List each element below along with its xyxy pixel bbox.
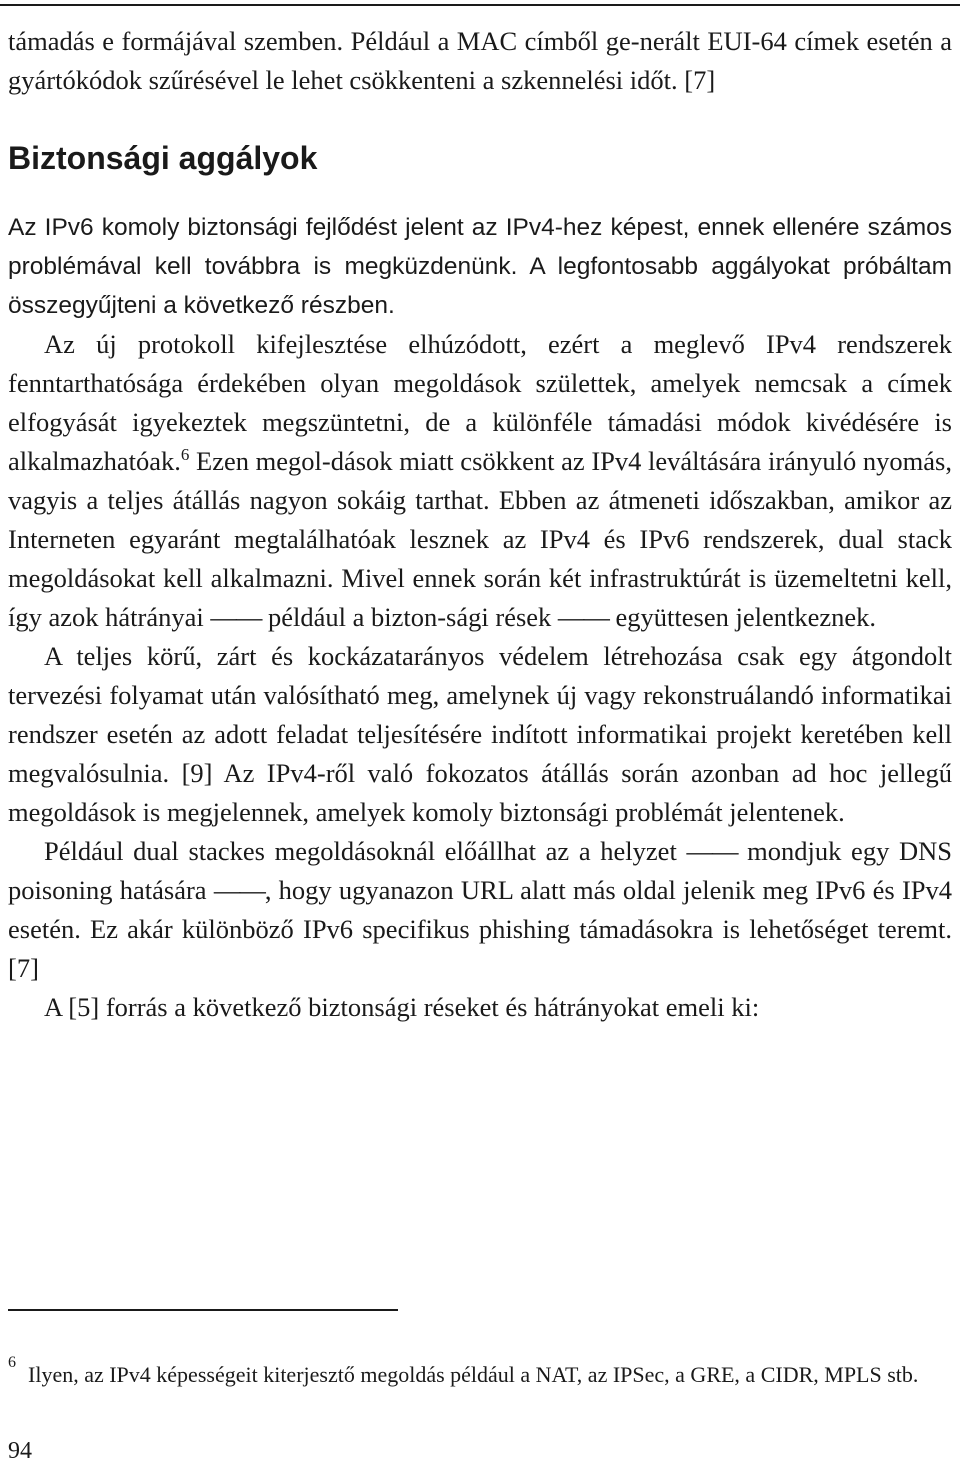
paragraph-security-intro: Az IPv6 komoly biztonsági fejlődést jelent az IPv4-hez képest, ennek ellenére számos problémával kell továbbra is megküzdenünk. A legfontosabb aggályokat próbáltam összegyűjteni a következő részben. [8,214,952,319]
paragraph-text: Például dual stackes megoldásoknál előállhat az a helyzet [44,836,687,866]
spacer [8,178,952,208]
footnote-number: 6 [8,1354,16,1371]
em-dash: —— [686,836,738,866]
paragraph-text: , hogy ugyanazon URL alatt más oldal jelenik meg IPv6 és IPv4 esetén. Ez akár különböző IPv6 specifikus phishing támadásokra is lehetőséget teremt. [7] [8,875,953,983]
paragraph-text: például a bizton-sági rések [261,602,558,632]
top-rule [0,4,960,6]
paragraph-sources: A [5] forrás a következő biztonsági réseket és hátrányokat emeli ki: [44,992,760,1022]
footnote-rule [8,1309,398,1311]
paragraph-text: Ezen megol-dások miatt csökkent az IPv4 leváltására irányuló nyomás, vagyis a teljes átállás nagyon sokáig tarthat. Ebben az átmeneti időszakban, amikor az Interneten egyaránt megtalálhatóak lesznek az IPv4 és IPv6 rendszerek, dual stack megoldásokat kell alkalmazni. Mivel ennek során két infrastruktúrát is üzemeltetni kell, így azok hátrányai [8,446,952,632]
footnote-text: Ilyen, az IPv4 képességeit kiterjesztő megoldás például a NAT, az IPSec, a GRE, a CIDR, MPLS stb. [28,1362,919,1387]
intro-paragraph: támadás e formájával szemben. Például a MAC címből ge-nerált EUI-64 címek esetén a gyártókódok szűrésével le lehet csökkenteni a szkennelési időt. [7] [8,26,952,95]
page-content [8,22,952,1027]
em-dash: —— [213,875,265,905]
spacer [8,100,952,138]
paragraph-protocol-delay [8,325,952,637]
paragraph-text: mondjuk egy DNS poisoning hatására [8,836,952,905]
paragraph-dual-stack [8,832,952,988]
page-number: 94 [8,1438,32,1464]
footnote-reference: 6 [180,445,190,465]
em-dash: —— [557,602,609,632]
paragraph-text: együttesen jelentkeznek. [608,602,877,632]
em-dash: —— [210,602,262,632]
paragraph-text: Az új protokoll kifejlesztése elhúzódott, ezért a meglevő IPv4 rendszerek fenntarthatósága érdekében olyan megoldások születtek, amelyek nemcsak a címek elfogyását igyekeztek megszüntetni, de a különféle támadási módok kivédésére is alkalmazhatóak. [8,329,952,476]
paragraph-protection: A teljes körű, zárt és kockázatarányos védelem létrehozása csak egy átgondolt tervezési folyamat után valósítható meg, amelynek új vagy rekonstruálandó informatikai rendszer esetén az adott feladat teljesítésére indított informatikai projekt keretében kell megvalósulnia. [9] Az IPv4-ről való fokozatos átállás során azonban ad hoc jellegű megoldások is megjelennek, amelyek komoly biztonsági problémát jelentenek. [8,641,952,827]
section-heading: Biztonsági aggályok [8,140,318,176]
